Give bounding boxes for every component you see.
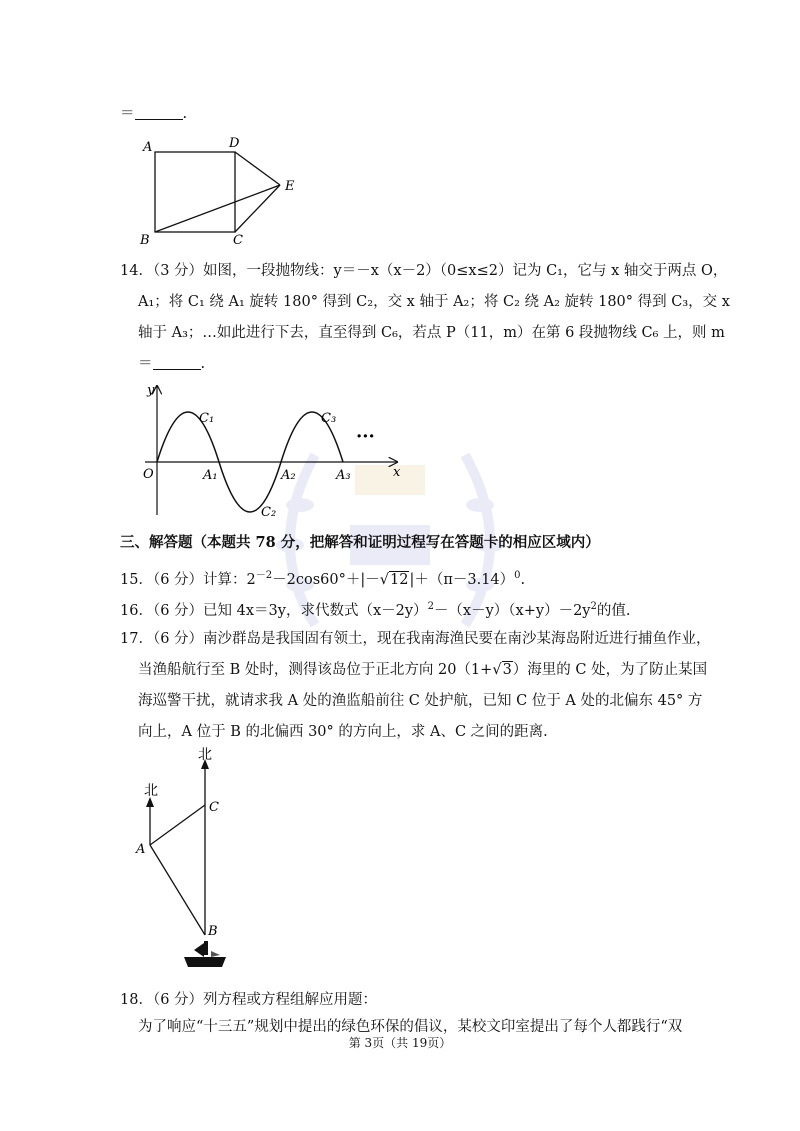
label-d: D — [229, 136, 240, 151]
label-a: A — [143, 140, 153, 155]
c3-label: C₃ — [321, 411, 337, 426]
c2-label: C₂ — [261, 505, 277, 520]
answer-blank-14[interactable] — [153, 356, 201, 370]
page-footer: 第 3页（共 19页） — [348, 1036, 452, 1050]
a2-label: A₂ — [281, 468, 296, 483]
question-17-line-2: 当渔船航行至 B 处时，测得该岛位于正北方向 20（1+√3）海里的 C 处，为了防止某国 — [138, 662, 708, 678]
continuation-dots: ··· — [356, 426, 375, 447]
parabola-figure — [135, 380, 410, 522]
c1-label: C₁ — [199, 411, 215, 426]
label-a: A — [136, 842, 146, 857]
question-16: 16．（6 分）已知 4x＝3y，求代数式$(x-2y)^2-(x-y)(x+y)-2y^2$的值. — [120, 601, 631, 619]
question-17-line-4: 向上，A 位于 B 的北偏西 30° 的方向上，求 A、C 之间的距离. — [138, 724, 548, 740]
question-14-line-4: ＝ . — [138, 356, 206, 372]
answer-blank-line: ＝ . — [120, 106, 188, 122]
boat-icon — [184, 941, 226, 967]
question-17-line-1: 17．（6 分）南沙群岛是我国固有领土，现在我南海渔民要在南沙某海岛附近进行捕鱼作业， — [120, 631, 711, 647]
a1-label: A₁ — [203, 468, 218, 483]
label-e: E — [285, 179, 295, 194]
section-3-heading: 三、解答题（本题共 78 分，把解答和证明过程写在答题卡的相应区域内） — [120, 534, 600, 551]
label-b: B — [140, 233, 150, 248]
label-c: C — [209, 800, 219, 815]
question-14-line-3: 轴于 A₃；…如此进行下去，直至得到 C₆，若点 P（11，m）在第 6 段抛物线 C₆ 上，则 m — [138, 325, 725, 341]
answer-blank[interactable] — [135, 106, 183, 120]
a3-label: A₃ — [336, 468, 351, 483]
x-axis-label: x — [393, 465, 401, 480]
question-14-line-2: A₁；将 C₁ 绕 A₁ 旋转 180° 得到 C₂，交 x 轴于 A₂；将 C₂ 绕 A₂ 旋转 180° 得到 C₃，交 x — [138, 294, 730, 310]
north-label-1: 北 — [198, 747, 212, 763]
label-c: C — [233, 233, 243, 248]
question-15: 15．（6 分）计算：$2^{-2}-2\cos 60^\circ+|-√12|+(\pi-3.14)^0$. — [120, 570, 526, 588]
origin-label: O — [143, 467, 154, 482]
navigation-figure — [132, 745, 242, 980]
y-axis-label: y — [147, 383, 155, 398]
label-b: B — [208, 924, 218, 939]
question-14-line-1: 14．（3 分）如图，一段抛物线：y＝－x（x－2）（0≤x≤2）记为 C₁，它与 x 轴交于两点 O， — [120, 263, 728, 279]
question-18-line-1: 18．（6 分）列方程或方程组解应用题： — [120, 992, 378, 1008]
square-triangle-figure — [135, 132, 305, 250]
question-18-line-2: 为了响应“十三五”规划中提出的绿色环保的倡议，某校文印室提出了每个人都践行“双 — [138, 1019, 683, 1035]
north-label-2: 北 — [144, 783, 158, 799]
question-17-line-3: 海巡警干扰，就请求我 A 处的渔监船前往 C 处护航，已知 C 位于 A 处的北偏东 45° 方 — [138, 693, 703, 709]
